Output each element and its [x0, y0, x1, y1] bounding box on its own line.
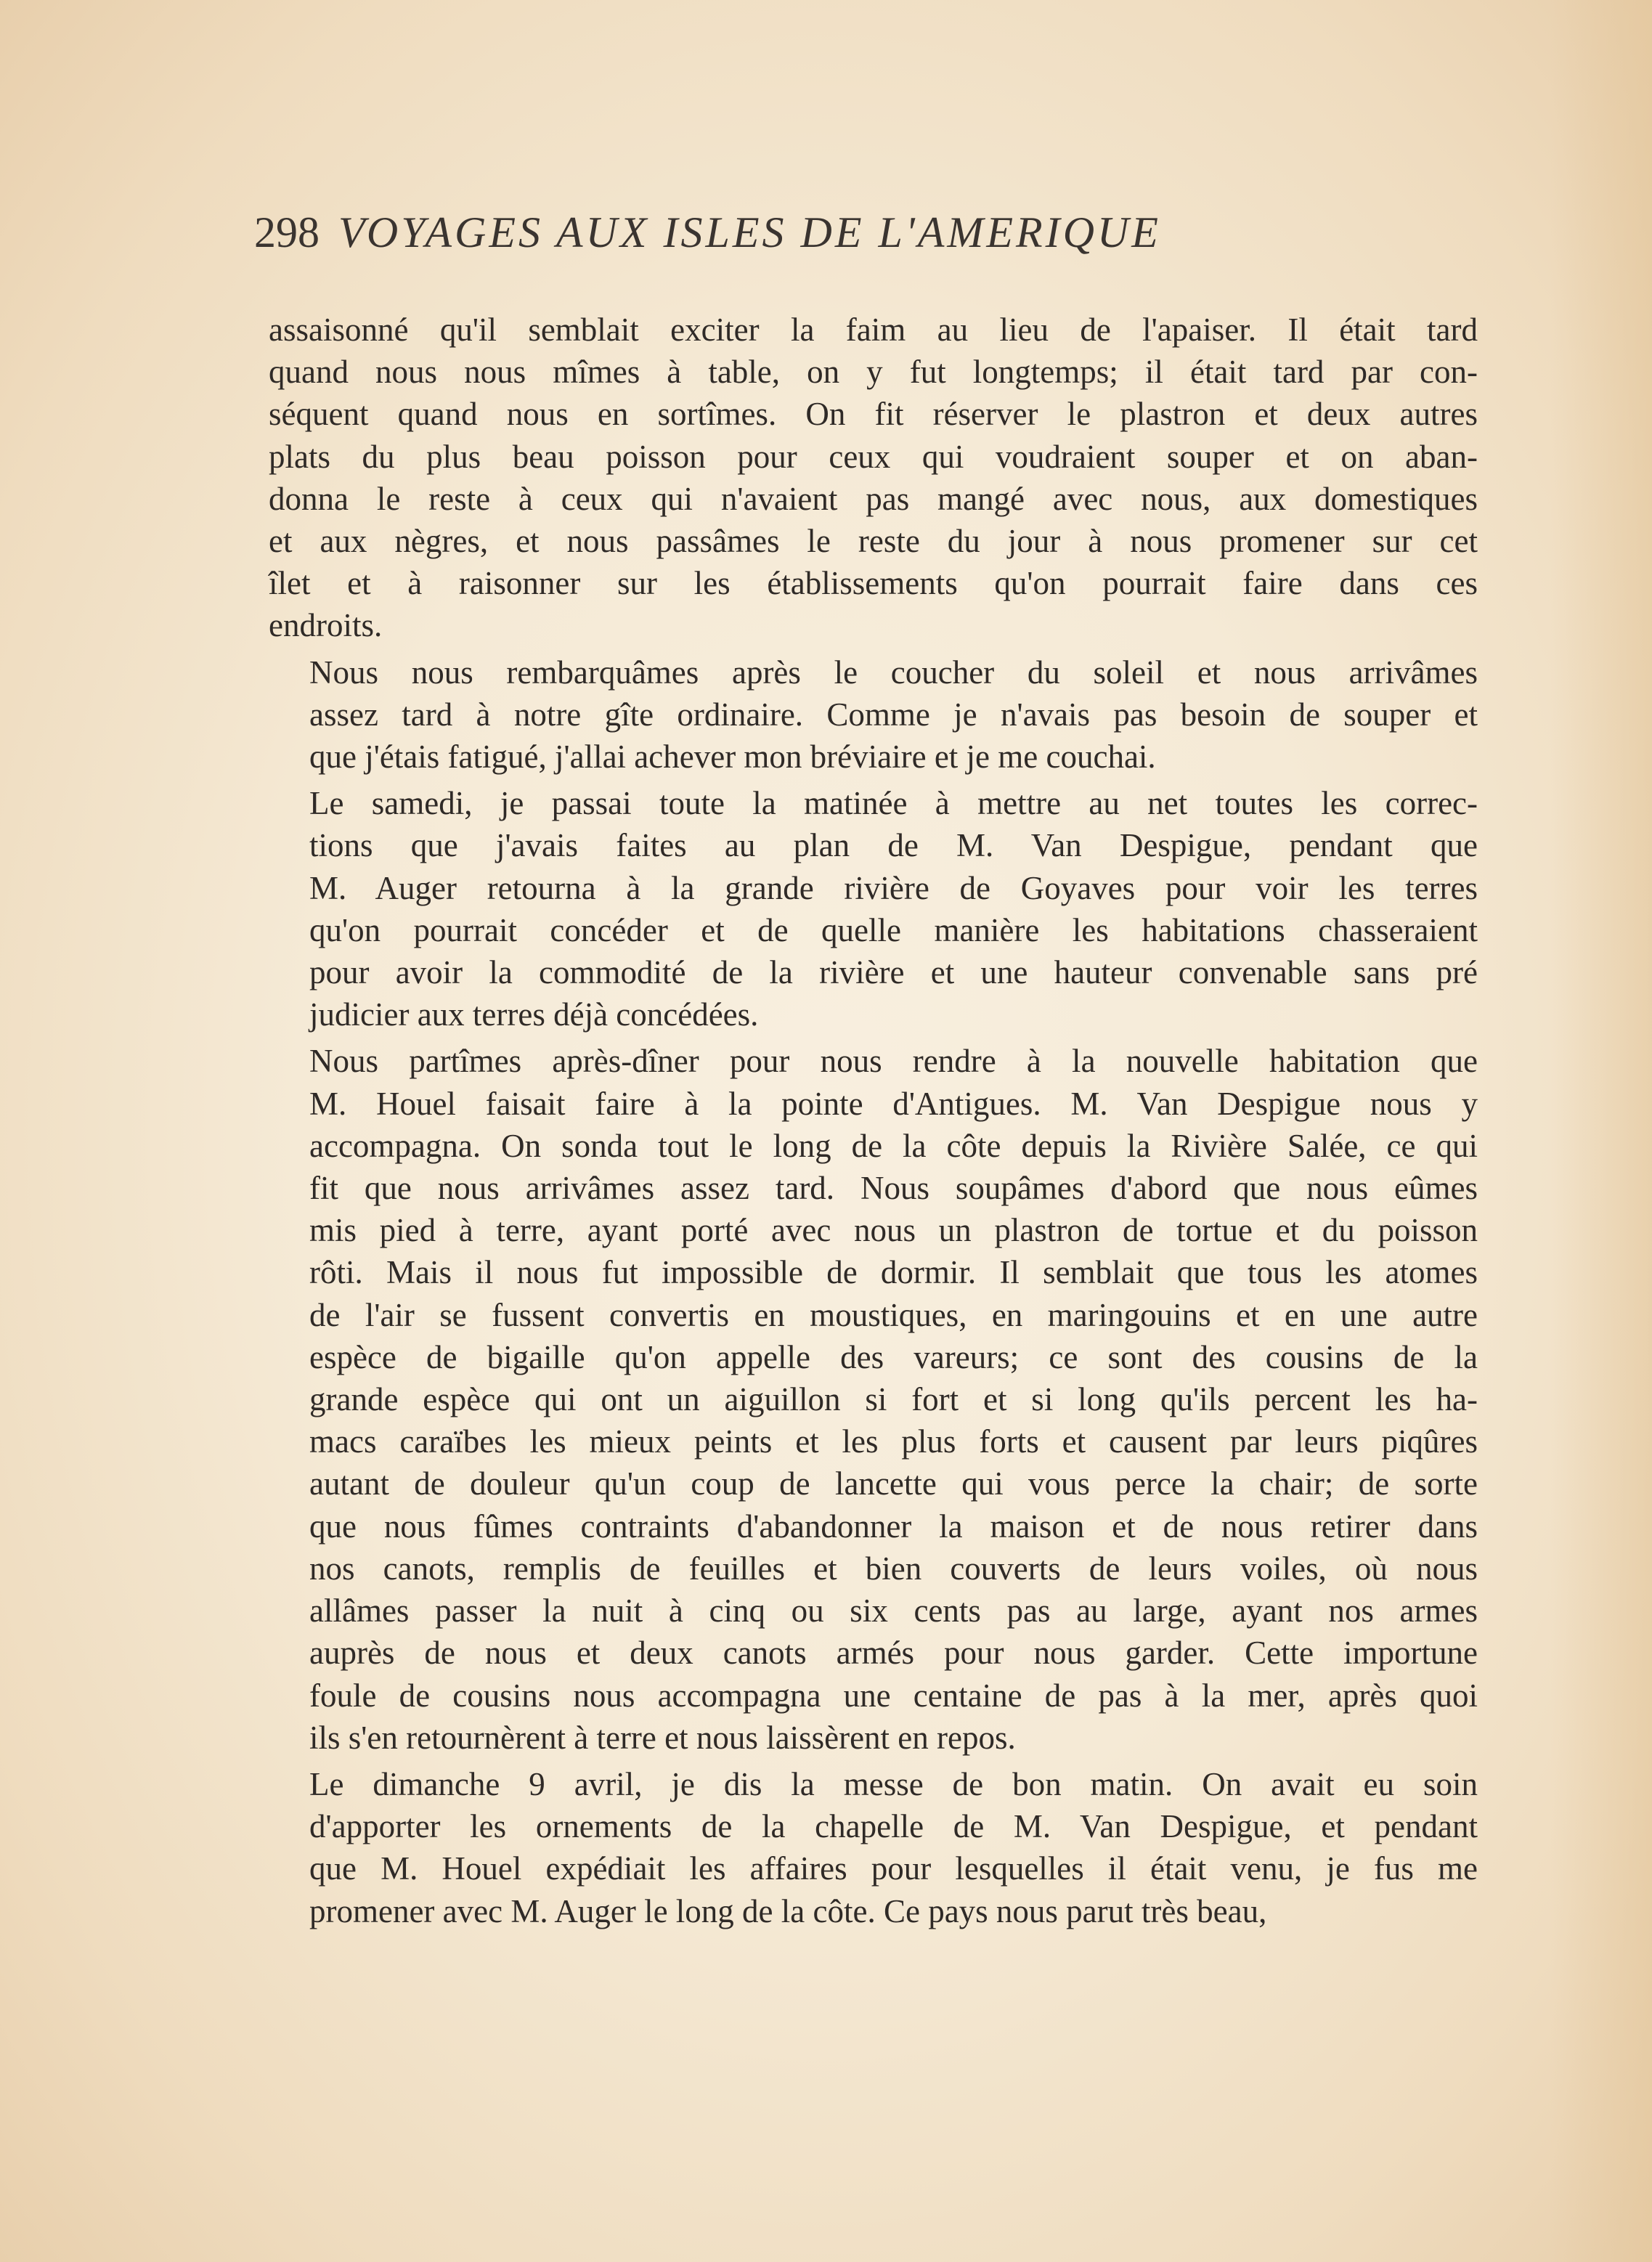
text-line: promener avec M. Auger le long de la côte. Ce pays nous parut très beau, — [309, 1892, 1267, 1929]
text-line: que nous fûmes contraints d'abandonner la maison et de nous retirer dans — [309, 1508, 1478, 1545]
text-line: donna le reste à ceux qui n'avaient pas mangé avec nous, aux domestiques — [269, 480, 1478, 517]
text-line: îlet et à raisonner sur les établissements qu'on pourrait faire dans ces — [269, 565, 1478, 602]
text-line: Le samedi, je passai toute la matinée à mettre au net toutes les correc- — [309, 785, 1478, 822]
book-title: VOYAGES AUX ISLES DE L'AMERIQUE — [338, 208, 1161, 256]
text-line: que M. Houel expédiait les affaires pour lesquelles il était venu, je fus me — [309, 1850, 1478, 1887]
text-line: de l'air se fussent convertis en moustiques, en maringouins et en une autre — [309, 1296, 1478, 1333]
text-line: et aux nègres, et nous passâmes le reste du jour à nous promener sur cet — [269, 523, 1478, 560]
paragraph — [269, 309, 1478, 647]
text-line: fit que nous arrivâmes assez tard. Nous soupâmes d'abord que nous eûmes — [309, 1170, 1478, 1207]
text-line: rôti. Mais il nous fut impossible de dormir. Il semblait que tous les atomes — [309, 1254, 1478, 1291]
text-line: autant de douleur qu'un coup de lancette qui vous perce la chair; de sorte — [309, 1465, 1478, 1502]
page-number: 298 — [254, 208, 320, 256]
text-line: macs caraïbes les mieux peints et les plus forts et causent par leurs piqûres — [309, 1423, 1478, 1460]
text-line: quand nous nous mîmes à table, on y fut longtemps; il était tard par con- — [269, 354, 1478, 391]
text-line: grande espèce qui ont un aiguillon si fort et si long qu'ils percent les ha- — [309, 1381, 1478, 1418]
text-line: Nous nous rembarquâmes après le coucher du soleil et nous arrivâmes — [309, 654, 1478, 691]
text-line: Nous partîmes après-dîner pour nous rendre à la nouvelle habitation que — [309, 1043, 1478, 1080]
text-line: accompagna. On sonda tout le long de la côte depuis la Rivière Salée, ce qui — [309, 1127, 1478, 1164]
text-line: judicier aux terres déjà concédées. — [309, 996, 759, 1033]
text-line: nos canots, remplis de feuilles et bien couverts de leurs voiles, où nous — [309, 1550, 1478, 1587]
text-line: séquent quand nous en sortîmes. On fit réserver le plastron et deux autres — [269, 396, 1478, 433]
paragraph — [269, 1763, 1478, 1932]
text-line: d'apporter les ornements de la chapelle de M. Van Despigue, et pendant — [309, 1808, 1478, 1845]
text-line: M. Auger retourna à la grande rivière de Goyaves pour voir les terres — [309, 869, 1478, 906]
text-line: tions que j'avais faites au plan de M. Van Despigue, pendant que — [309, 827, 1478, 864]
paragraph — [269, 1040, 1478, 1758]
text-line: endroits. — [269, 607, 383, 644]
text-line: qu'on pourrait concéder et de quelle manière les habitations chasseraient — [309, 911, 1478, 948]
text-line: M. Houel faisait faire à la pointe d'Antigues. M. Van Despigue nous y — [309, 1085, 1478, 1122]
paragraph — [269, 782, 1478, 1036]
running-head — [254, 208, 1161, 258]
text-line: mis pied à terre, ayant porté avec nous un plastron de tortue et du poisson — [309, 1212, 1478, 1249]
text-line: assaisonné qu'il semblait exciter la faim au lieu de l'apaiser. Il était tard — [269, 312, 1478, 348]
text-line: que j'étais fatigué, j'allai achever mon bréviaire et je me couchai. — [309, 739, 1156, 776]
paragraph — [269, 651, 1478, 778]
text-line: espèce de bigaille qu'on appelle des vareurs; ce sont des cousins de la — [309, 1338, 1478, 1375]
text-line: auprès de nous et deux canots armés pour nous garder. Cette importune — [309, 1635, 1478, 1672]
body-text — [269, 309, 1478, 1932]
text-line: plats du plus beau poisson pour ceux qui voudraient souper et on aban- — [269, 438, 1478, 475]
text-line: foule de cousins nous accompagna une centaine de pas à la mer, après quoi — [309, 1677, 1478, 1714]
text-line: ils s'en retournèrent à terre et nous laissèrent en repos. — [309, 1719, 1016, 1756]
text-line: assez tard à notre gîte ordinaire. Comme je n'avais pas besoin de souper et — [309, 696, 1478, 733]
text-line: pour avoir la commodité de la rivière et une hauteur convenable sans pré — [309, 954, 1478, 991]
text-line: allâmes passer la nuit à cinq ou six cents pas au large, ayant nos armes — [309, 1592, 1478, 1630]
text-line: Le dimanche 9 avril, je dis la messe de bon matin. On avait eu soin — [309, 1765, 1478, 1802]
